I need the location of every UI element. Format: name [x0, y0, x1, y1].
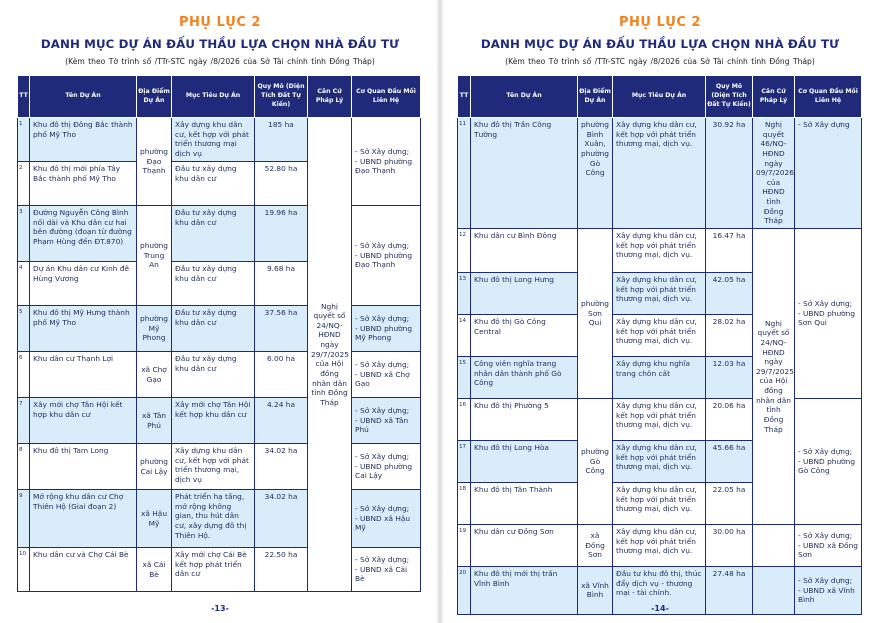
page-number: -13-	[211, 604, 229, 613]
right-page	[440, 0, 880, 623]
book-spine	[436, 0, 444, 623]
page-number: -14-	[651, 604, 669, 613]
project-table-right	[457, 75, 862, 615]
table-row: 2 Khu đô thị mới phía Tây Bắc thành phố Mỹ Tho Đầu tư xây dựng khu dân cư 52.80 ha	[18, 162, 421, 206]
legal-basis-cell: Nghị quyết số 24/NQ-HĐND ngày 29/7/2025 của Hội đồng nhân dân tỉnh Đồng Tháp	[753, 228, 795, 524]
table-row: 10 Khu dân cư và Chợ Cái Bè xã Cái Bè Xây mới chợ Cái Bè kết hợp phát triển dân cư 22.50 ha - Sở Xây dựng; - UBND xã Cái Bè	[18, 548, 421, 592]
table-row: 12 Khu dân cư Bình Đông phường Sơn Qui Xây dựng khu dân cư, kết hợp với phát triển thương mại, dịch vụ. 16.47 ha Nghị quyết số 24/NQ-HĐND ngày 29/7/2025 của Hội đồng nhân dân tỉnh Đồng Tháp - Sở Xây dựng; - UBND phường Sơn Qui	[458, 228, 862, 272]
location-cell: phường Đạo Thạnh	[137, 118, 172, 206]
table-row: 1 Khu đô thị Đông Bắc thành phố Mỹ Tho phường Đạo Thạnh Xây dựng khu dân cư, kết hợp với phát triển thương mại dịch vụ 185 ha Nghị quyết số 24/NQ-HĐND ngày 29/7/2025 của Hội đồng nhân dân tỉnh Đồng Tháp - Sở Xây dựng; - UBND phường Đạo Thạnh	[18, 118, 421, 162]
page-title: DANH MỤC DỰ ÁN ĐẤU THẦU LỰA CHỌN NHÀ ĐẦU TƯ	[480, 37, 840, 51]
location-cell: phường Sơn Qui	[578, 228, 613, 398]
header-area: Quy Mô (Diện Tích Đất Tự Kiến)	[255, 76, 308, 118]
header-area: Quy Mô (Diện Tích Đất Tự Kiến)	[706, 76, 753, 118]
header-legal: Căn Cứ Pháp Lý	[753, 76, 795, 118]
header-contact: Cơ Quan Đầu Mối Liên Hệ	[795, 76, 862, 118]
page-subtitle: (Kèm theo Tờ trình số /TTr-STC ngày /8/2026 của Sở Tài chính tỉnh Đồng Tháp)	[65, 57, 375, 66]
table-row: 4 Dự án Khu dân cư Kinh đê Hùng Vương Đầu tư xây dựng khu dân cư 9.68 ha	[18, 262, 421, 306]
header-location: Địa Điểm Dự Án	[578, 76, 613, 118]
header-goal: Mục Tiêu Dự Án	[613, 76, 706, 118]
table-row: 15 Công viên nghĩa trang nhân dân thành phố Gò Công Xây dựng khu nghĩa trang chôn cất 12.03 ha	[458, 356, 862, 398]
table-row: 6 Khu dân cư Thạnh Lợi xã Chợ Gạo Đầu tư xây dựng khu dân cư 6.00 ha - Sở Xây dựng; - UBND xã Chợ Gạo	[18, 352, 421, 398]
table-row: 18 Khu đô thị Tân Thành Xây dựng khu dân cư, kết hợp với phát triển thương mại, dịch vụ. 22.05 ha	[458, 482, 862, 524]
table-row: 20 Khu đô thị mới thị trấn Vĩnh Bình xã Vĩnh Bình Đầu tư khu đô thị, thúc đẩy dịch vụ - thương mại - tài chính. 27.48 ha - Sở Xây dựng; - UBND xã Vĩnh Bình	[458, 566, 862, 614]
table-row: 16 Khu đô thị Phường 5 phường Gò Công Xây dựng khu dân cư, kết hợp với phát triển thương mại, dịch vụ. 20.06 ha - Sở Xây dựng; - UBND phường Gò Công	[458, 398, 862, 440]
table-row: 19 Khu dân cư Đồng Sơn xã Đồng Sơn Xây dựng khu dân cư, kết hợp với phát triển thương mại, dịch vụ. 30.00 ha - Sở Xây dựng; - UBND xã Đồng Sơn	[458, 524, 862, 566]
table-row: 17 Khu đô thị Long Hòa Xây dựng khu dân cư, kết hợp với phát triển thương mại, dịch vụ. 45.66 ha	[458, 440, 862, 482]
contact-cell: - Sở Xây dựng; - UBND phường Đạo Thạnh	[352, 118, 421, 206]
page-subtitle: (Kèm theo Tờ trình số /TTr-STC ngày /8/2026 của Sở Tài chính tỉnh Đồng Tháp)	[505, 57, 815, 66]
table-row: 3 Đường Nguyễn Công Bình nối dài và Khu dân cư hai bên đường (đoạn từ đường Phạm Hùng đến ĐT.870) phường Trung An Đầu tư xây dựng khu dân cư 19.96 ha - Sở Xây dựng; - UBND phường Đạo Thạnh	[18, 206, 421, 262]
header-legal: Căn Cứ Pháp Lý	[308, 76, 352, 118]
table-row: 14 Khu đô thị Gò Công Central Xây dựng khu dân cư, kết hợp với phát triển thương mại, dịch vụ. 28.02 ha	[458, 314, 862, 356]
header-location: Địa Điểm Dự Án	[137, 76, 172, 118]
table-header-row	[458, 76, 862, 118]
page-title: DANH MỤC DỰ ÁN ĐẤU THẦU LỰA CHỌN NHÀ ĐẦU TƯ	[40, 37, 400, 51]
table-row: 5 Khu đô thị Mỹ Hưng thành phố Mỹ Tho phường Mỹ Phong Đầu tư xây dựng khu dân cư 37.56 ha - Sở Xây dựng; - UBND phường Mỹ Phong	[18, 306, 421, 352]
contact-cell: - Sở Xây dựng; - UBND phường Đạo Thạnh	[352, 206, 421, 306]
header-goal: Mục Tiêu Dự Án	[172, 76, 255, 118]
project-table-left	[17, 75, 421, 592]
table-row: 9 Mở rộng khu dân cư Chợ Thiên Hộ (Giai đoạn 2) xã Hậu Mỹ Phát triển hạ tầng, mở rộng không gian, thu hút dân cư, xây dựng đô thị Thiên Hộ. 34.02 ha - Sở Xây dựng; - UBND xã Hậu Mỹ	[18, 490, 421, 548]
header-name: Tên Dự Án	[471, 76, 578, 118]
table-row: 11 Khu đô thị Trần Công Tường phường Bình Xuân, phường Gò Công Xây dựng khu dân cư, kết hợp với phát triển thương mại, dịch vụ. 30.92 ha Nghị quyết 46/NQ-HĐND ngày 09/7/2026 của HĐND tỉnh Đồng Tháp - Sở Xây dựng	[458, 118, 862, 229]
table-header-row	[18, 76, 421, 118]
legal-basis-cell: Nghị quyết số 24/NQ-HĐND ngày 29/7/2025 của Hội đồng nhân dân tỉnh Đồng Tháp	[308, 118, 352, 592]
header-tt: TT	[18, 76, 30, 118]
contact-cell: - Sở Xây dựng; - UBND phường Sơn Qui	[795, 228, 862, 398]
header-name: Tên Dự Án	[30, 76, 137, 118]
table-row: 8 Khu đô thị Tam Long phường Cai Lậy Xây dựng khu dân cư, kết hợp với phát triển thương mại, dịch vụ 34.02 ha - Sở Xây dựng; - UBND phường Cai Lậy	[18, 444, 421, 490]
header-tt: TT	[458, 76, 471, 118]
appendix-label: PHỤ LỤC 2	[179, 15, 261, 30]
header-contact: Cơ Quan Đầu Mối Liên Hệ	[352, 76, 421, 118]
location-cell: phường Trung An	[137, 206, 172, 306]
table-row: 13 Khu đô thị Long Hưng Xây dựng khu dân cư, kết hợp với phát triển thương mại, dịch vụ. 42.05 ha	[458, 272, 862, 314]
contact-cell: - Sở Xây dựng; - UBND phường Gò Công	[795, 398, 862, 524]
table-row: 7 Xây mới chợ Tân Hội kết hợp khu dân cư xã Tân Phú Xây mới chợ Tân Hội kết hợp khu dân cư 4.24 ha - Sở Xây dựng; - UBND xã Tân Phú	[18, 398, 421, 444]
location-cell: phường Gò Công	[578, 398, 613, 524]
appendix-label: PHỤ LỤC 2	[619, 15, 701, 30]
